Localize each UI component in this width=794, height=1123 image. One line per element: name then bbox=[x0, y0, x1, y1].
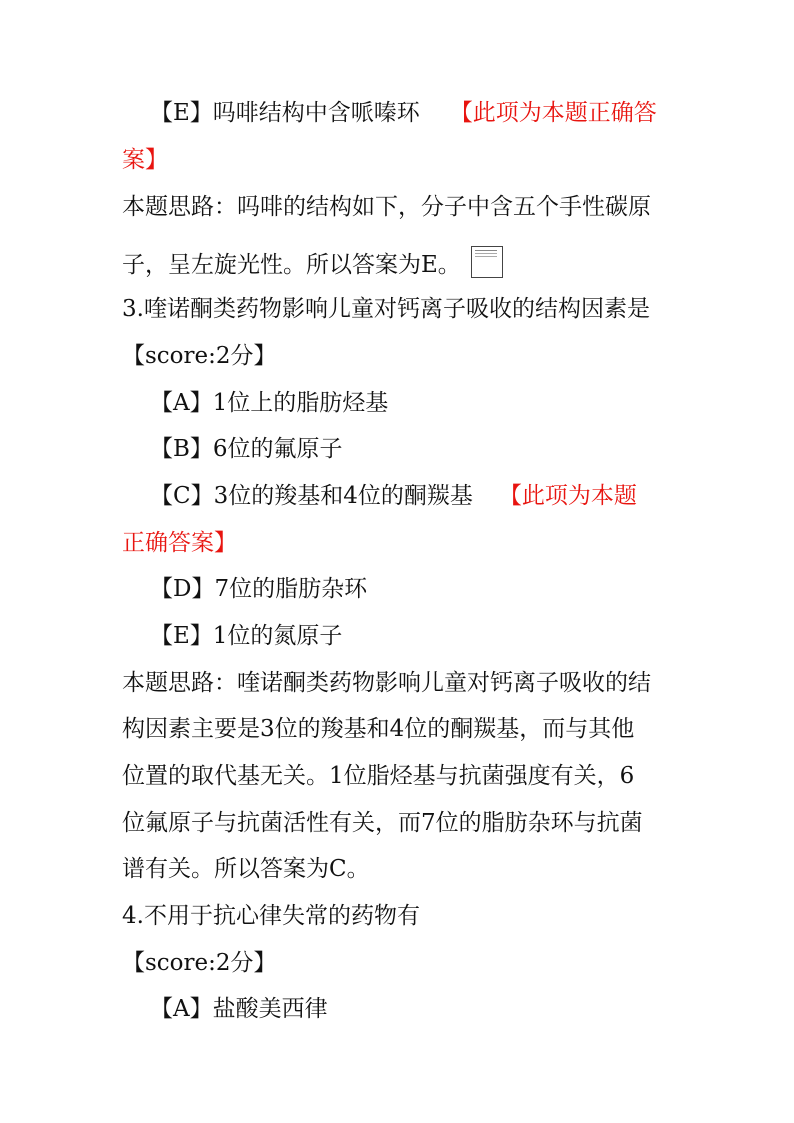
q3-explanation-line: 位氟原子与抗菌活性有关，而7位的脂肪杂环与抗菌 bbox=[122, 810, 643, 836]
option-label: 【A】 bbox=[150, 996, 213, 1022]
q3-option-a bbox=[150, 388, 794, 418]
q4-option-a bbox=[150, 994, 794, 1024]
q3-question: 3.喹诺酮类药物影响儿童对钙离子吸收的结构因素是 bbox=[122, 296, 650, 322]
option-text: 6位的氟原子 bbox=[212, 436, 343, 462]
q3-explanation-line: 位置的取代基无关。1位脂烃基与抗菌强度有关，6 bbox=[122, 763, 635, 789]
correct-answer-mark-continued: 正确答案】 bbox=[122, 530, 237, 556]
correct-answer-mark-continued: 案】 bbox=[122, 147, 168, 173]
option-label: 【C】 bbox=[150, 483, 214, 509]
option-label: 【B】 bbox=[150, 436, 213, 462]
option-label: 【E】 bbox=[150, 623, 213, 649]
q2-explanation-line-2 bbox=[122, 246, 794, 280]
explanation-text: 子，呈左旋光性。所以答案为E。 bbox=[122, 252, 461, 278]
option-label: 【A】 bbox=[150, 390, 213, 416]
option-text: 吗啡结构中含哌嗪环 bbox=[212, 100, 420, 126]
structure-image bbox=[471, 246, 503, 278]
q3-explanation-line: 谱有关。所以答案为C。 bbox=[122, 856, 370, 882]
q3-score: 【score:2分】 bbox=[122, 343, 277, 369]
q3-option-c bbox=[150, 481, 794, 511]
q3-option-b bbox=[150, 434, 794, 464]
q3-explanation-line: 构因素主要是3位的羧基和4位的酮羰基，而与其他 bbox=[122, 716, 635, 742]
q3-explanation-line: 本题思路：喹诺酮类药物影响儿童对钙离子吸收的结 bbox=[122, 670, 651, 696]
correct-answer-mark: 【此项为本题 bbox=[498, 483, 637, 509]
correct-answer-mark: 【此项为本题正确答 bbox=[449, 100, 657, 126]
option-label: 【D】 bbox=[150, 576, 215, 602]
q3-option-d bbox=[150, 574, 794, 604]
option-label: 【E】 bbox=[150, 100, 213, 126]
q3-option-e bbox=[150, 621, 794, 651]
option-text: 1位上的脂肪烃基 bbox=[212, 390, 389, 416]
option-text: 1位的氮原子 bbox=[212, 623, 343, 649]
option-text: 3位的羧基和4位的酮羰基 bbox=[213, 483, 473, 509]
q2-option-e bbox=[150, 98, 794, 128]
option-text: 盐酸美西律 bbox=[212, 996, 328, 1022]
q2-explanation-line: 本题思路：吗啡的结构如下，分子中含五个手性碳原 bbox=[122, 194, 651, 220]
option-text: 7位的脂肪杂环 bbox=[214, 576, 368, 602]
q4-score: 【score:2分】 bbox=[122, 950, 277, 976]
q4-question: 4.不用于抗心律失常的药物有 bbox=[122, 903, 420, 929]
